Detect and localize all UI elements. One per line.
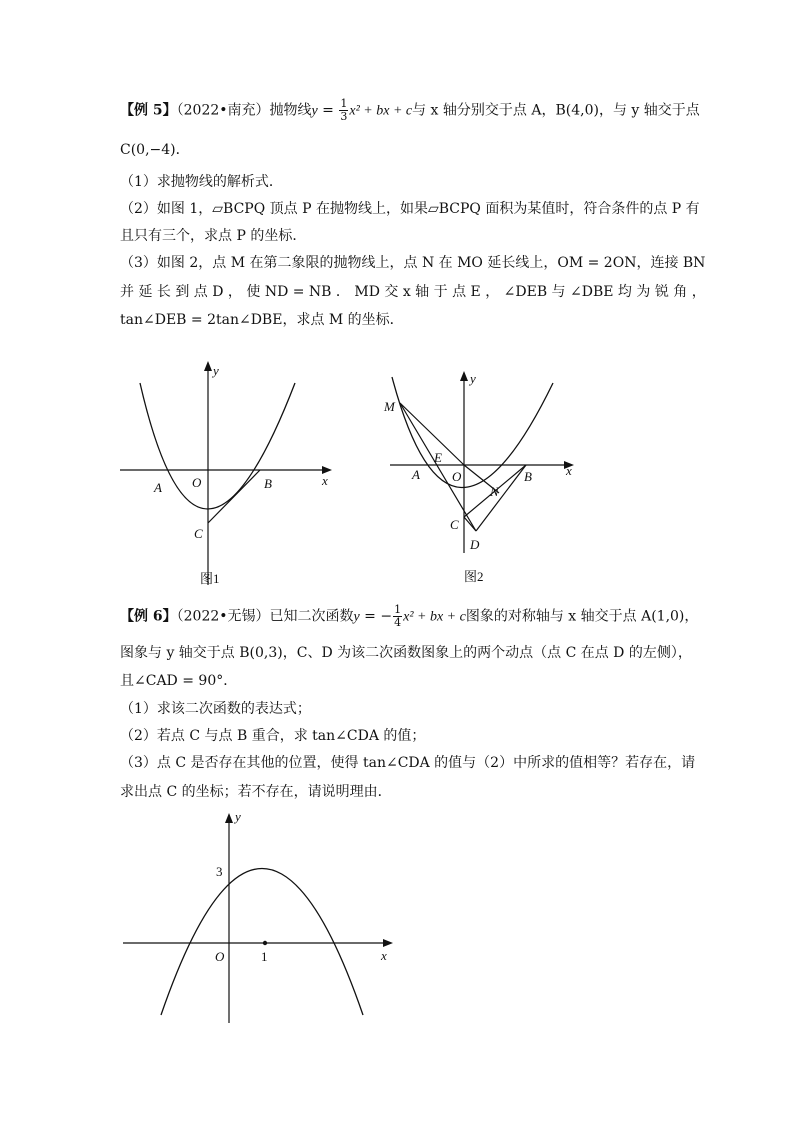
ex6-q2: （2）若点 C 与点 B 重合，求 tan∠CDA 的值； xyxy=(120,728,426,744)
fig2-segment-mo xyxy=(400,403,464,465)
ex6-tag: 【例 6】 xyxy=(120,608,177,625)
fig3-label-o: O xyxy=(215,949,225,964)
fig1-label-x: x xyxy=(322,473,328,488)
fig2-label-o: O xyxy=(452,469,462,484)
ex6-q3b: 求出点 C 的坐标；若不存在，请说明理由． xyxy=(120,784,392,800)
ex6-stem-c: 图象与 y 轴交于点 B(0,3)，C、D 为该二次函数图象上的两个动点（点 C 在点 D 的左侧）， xyxy=(120,645,692,661)
ex5-stem-line1 xyxy=(120,98,700,123)
ex5-q3c: tan∠DEB = 2tan∠DBE，求点 M 的坐标． xyxy=(120,312,404,328)
fig1-label-y: y xyxy=(213,363,219,378)
ex5-stem-a: 抛物线 xyxy=(269,102,312,119)
fig2-segment-db xyxy=(476,465,526,531)
fig3-y-arrow xyxy=(225,813,233,823)
ex6-stem-d: 且∠CAD = 90°． xyxy=(120,673,238,689)
fig1-label-a: A xyxy=(154,480,162,495)
fig2-label-e: E xyxy=(434,450,442,465)
fig2-caption: 图2 xyxy=(464,569,484,584)
fig2-segment-cd xyxy=(464,517,476,531)
fig3-parabola xyxy=(161,869,363,1016)
ex6-eq-eq: = − xyxy=(359,608,393,625)
figure-3 xyxy=(115,805,405,1030)
fig2-label-n: N xyxy=(490,484,499,499)
fig1-caption: 图1 xyxy=(200,571,220,586)
ex5-eq-y: y xyxy=(311,103,318,119)
fig1-label-o: O xyxy=(192,475,202,490)
ex6-stem-a: 已知二次函数 xyxy=(269,608,354,625)
figure-1 xyxy=(110,355,340,595)
ex5-frac-den: 3 xyxy=(340,110,348,123)
fig3-label-three: 3 xyxy=(216,864,223,879)
ex5-eq-rest: x² + bx + c xyxy=(349,103,413,119)
ex5-source: （2022•南充） xyxy=(176,102,270,119)
ex5-stem-c: C(0,−4)． xyxy=(120,142,190,158)
ex5-stem-b: 与 x 轴分别交于点 A，B(4,0)，与 y 轴交于点 xyxy=(412,102,700,119)
ex6-stem-line1 xyxy=(120,604,698,629)
ex6-frac-den: 4 xyxy=(394,616,402,629)
fig2-label-b: B xyxy=(524,469,532,484)
fig2-label-a: A xyxy=(412,467,420,482)
ex6-fraction xyxy=(393,604,402,629)
fig3-label-x: x xyxy=(381,948,387,963)
ex5-fraction xyxy=(339,98,348,123)
fig1-segment-bc xyxy=(208,470,260,523)
ex6-source: （2022•无锡） xyxy=(176,608,270,625)
fig1-y-arrow xyxy=(204,361,212,371)
fig2-label-c: C xyxy=(450,517,459,532)
figure-2 xyxy=(378,365,588,590)
ex5-frac-num: 1 xyxy=(340,97,348,110)
ex5-q3b: 并 延 长 到 点 D ， 使 ND = NB ． MD 交 x 轴 于 点 E ， ∠DEB 与 ∠DBE 均 为 锐 角 ， xyxy=(120,284,706,300)
ex6-frac-num: 1 xyxy=(394,603,402,616)
fig3-label-y: y xyxy=(235,809,241,824)
fig3-label-one: 1 xyxy=(261,949,268,964)
fig3-x-arrow xyxy=(383,939,393,947)
fig2-label-m: M xyxy=(384,399,395,414)
ex5-q3a: （3）如图 2，点 M 在第二象限的抛物线上，点 N 在 MO 延长线上，OM = 2ON，连接 BN xyxy=(120,255,706,271)
fig2-label-y: y xyxy=(470,371,476,386)
ex5-tag: 【例 5】 xyxy=(120,102,177,119)
ex6-q1: （1）求该二次函数的表达式； xyxy=(120,701,311,717)
ex6-q3a: （3）点 C 是否存在其他的位置，使得 tan∠CDA 的值与（2）中所求的值相等？若存在，请 xyxy=(120,755,696,771)
ex5-q2b: 且只有三个，求点 P 的坐标． xyxy=(120,228,307,244)
fig1-label-b: B xyxy=(264,476,272,491)
ex5-eq-eq: = xyxy=(317,102,339,119)
ex5-q2a: （2）如图 1，▱BCPQ 顶点 P 在抛物线上，如果▱BCPQ 面积为某值时，符合条件的点 P 有 xyxy=(120,201,700,217)
ex5-q1: （1）求抛物线的解析式． xyxy=(120,174,283,190)
ex6-eq-y: y xyxy=(353,609,360,625)
fig3-point-a xyxy=(263,941,267,945)
ex6-eq-rest: x² + bx + c xyxy=(403,609,466,625)
fig1-label-c: C xyxy=(194,526,203,541)
ex6-stem-b: 图象的对称轴与 x 轴交于点 A(1,0)， xyxy=(465,608,699,625)
fig2-label-x: x xyxy=(566,463,572,478)
fig2-label-d: D xyxy=(470,537,480,552)
fig2-y-arrow xyxy=(460,371,468,381)
